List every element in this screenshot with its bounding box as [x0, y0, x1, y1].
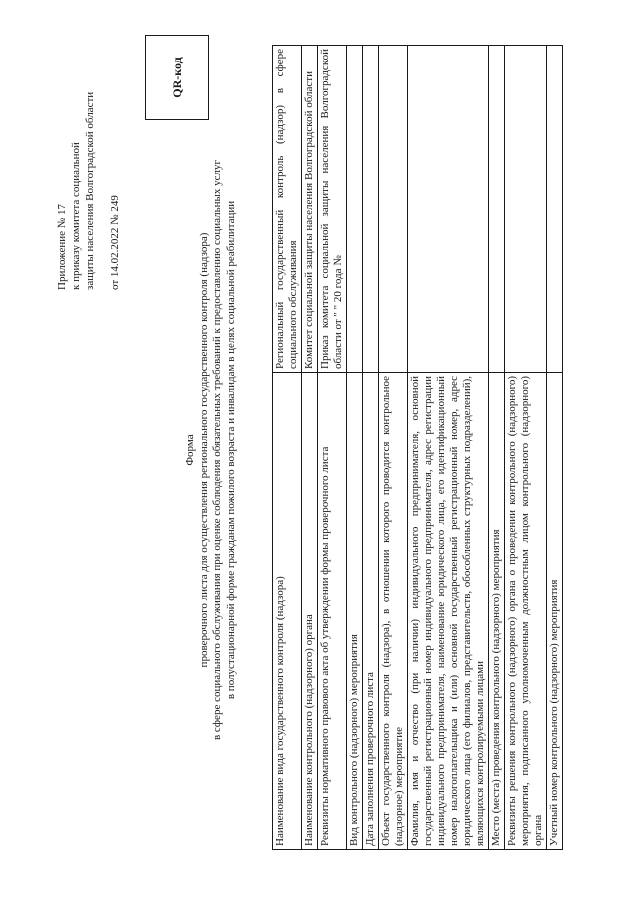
- appendix-block: [55, 25, 122, 290]
- row-value: [379, 46, 408, 373]
- row-label: Вид контрольного (надзорного) мероприятия: [347, 373, 363, 850]
- form-title: [184, 85, 238, 815]
- table-row: [347, 46, 363, 850]
- row-value: [505, 46, 547, 373]
- table-row: [408, 46, 489, 850]
- row-value: Приказ комитета социальной защиты населения Волгоградской области от " " 20 года №: [318, 46, 347, 373]
- table-row: [318, 46, 347, 850]
- table-row: [489, 46, 505, 850]
- table-row: [302, 46, 318, 850]
- table-row: [547, 46, 563, 850]
- row-label: Фамилия, имя и отчество (при наличии) индивидуального предпринимателя, основной государственный регистрационный номер индивидуального предпринимателя, адрес регистрации индивидуального предпринимателя, наименование юридического лица, его идентификационный номер налогоплательщика и (или) основной государственный регистрационный номер, адрес юридического лица (его филиалов, представительств, обособленных структурных подразделений), являющихся контролируемыми лицами: [408, 373, 489, 850]
- row-value: [489, 46, 505, 373]
- row-value: Региональный государственный контроль (надзор) в сфере социального обслуживания: [273, 46, 302, 373]
- row-label: Дата заполнения проверочного листа: [363, 373, 379, 850]
- row-value: [547, 46, 563, 373]
- row-value: Комитет социальной защиты населения Волгоградской области: [302, 46, 318, 373]
- appendix-line: защиты населения Волгоградской области: [84, 91, 96, 290]
- row-value: [408, 46, 489, 373]
- row-value: [347, 46, 363, 373]
- title-line: проверочного листа для осуществления регионального государственного контроля (надзора): [197, 232, 210, 668]
- appendix-line: к приказу комитета социальной: [70, 142, 82, 290]
- title-line: в полустационарной форме гражданам пожилого возраста и инвалидам в целях социальной реабилитации: [224, 200, 237, 700]
- appendix-line: Приложение № 17: [56, 203, 68, 290]
- appendix-date-line: от 14.02.2022 № 249: [109, 195, 121, 290]
- row-label: Учетный номер контрольного (надзорного) мероприятия: [547, 373, 563, 850]
- table-row: [363, 46, 379, 850]
- row-label: Наименование вида государственного контроля (надзора): [273, 373, 302, 850]
- qr-code-label: QR-код: [169, 57, 184, 98]
- row-label: Наименование контрольного (надзорного) органа: [302, 373, 318, 850]
- form-table: [272, 45, 563, 850]
- title-line: Форма: [184, 434, 196, 466]
- table-row: [505, 46, 547, 850]
- row-value: [363, 46, 379, 373]
- row-label: Объект государственного контроля (надзора), в отношении которого проводится контрольное (надзорное) мероприятие: [379, 373, 408, 850]
- table-row: [273, 46, 302, 850]
- row-label: Реквизиты решения контрольного (надзорного) органа о проведении контрольного (надзорного) мероприятия, подписанного уполномоченным должностным лицом контрольного (надзорного) органа: [505, 373, 547, 850]
- table-row: [379, 46, 408, 850]
- title-line: в сфере социального обслуживания при оценке соблюдения обязательных требований к предоставлению социальных услуг: [211, 159, 223, 741]
- row-label: Реквизиты нормативного правового акта об утверждении формы проверочного листа: [318, 373, 347, 850]
- row-label: Место (места) проведения контрольного (надзорного) мероприятия: [489, 373, 505, 850]
